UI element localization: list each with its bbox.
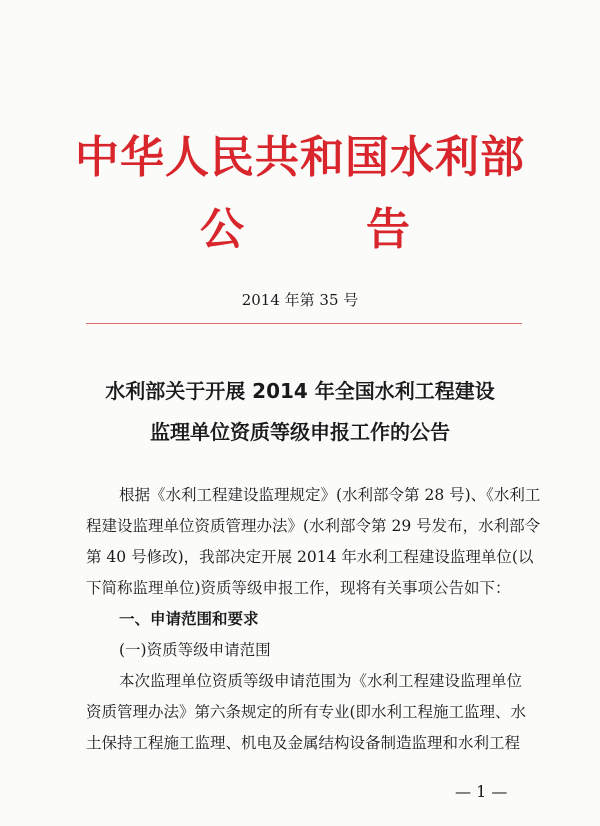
issuing-organization: 中华人民共和国水利部: [75, 132, 525, 183]
paragraph-1-line-3: 第 40 号修改)，我部决定开展 2014 年水利工程建设监理单位(以: [86, 548, 534, 566]
subsection-1-heading: (一)资质等级申请范围: [119, 641, 271, 659]
document-number: 2014 年第 35 号: [241, 291, 359, 309]
paragraph-1-line-1: 根据《水利工程建设监理规定》(水利部令第 28 号)、《水利工: [119, 486, 541, 504]
header-divider-line: [86, 323, 522, 324]
page-number: — 1 —: [455, 782, 508, 801]
paragraph-1-line-2: 程建设监理单位资质管理办法》(水利部令第 29 号发布，水利部令: [86, 517, 541, 535]
document-title-line-2: 监理单位资质等级申报工作的公告: [150, 420, 450, 444]
document-title-line-1: 水利部关于开展 2014 年全国水利工程建设: [105, 379, 495, 403]
notice-title-char-2: 告: [366, 204, 410, 255]
paragraph-2-line-2: 资质管理办法》第六条规定的所有专业(即水利工程施工监理、水: [86, 703, 527, 721]
paragraph-2-line-1: 本次监理单位资质等级申请范围为《水利工程建设监理单位: [119, 672, 523, 690]
paragraph-1-line-4: 下简称监理单位)资质等级申报工作，现将有关事项公告如下：: [86, 579, 511, 597]
section-1-heading: 一、申请范围和要求: [119, 610, 259, 628]
paragraph-2-line-3: 土保持工程施工监理、机电及金属结构设备制造监理和水利工程: [86, 734, 521, 752]
notice-title-char-1: 公: [200, 204, 244, 255]
